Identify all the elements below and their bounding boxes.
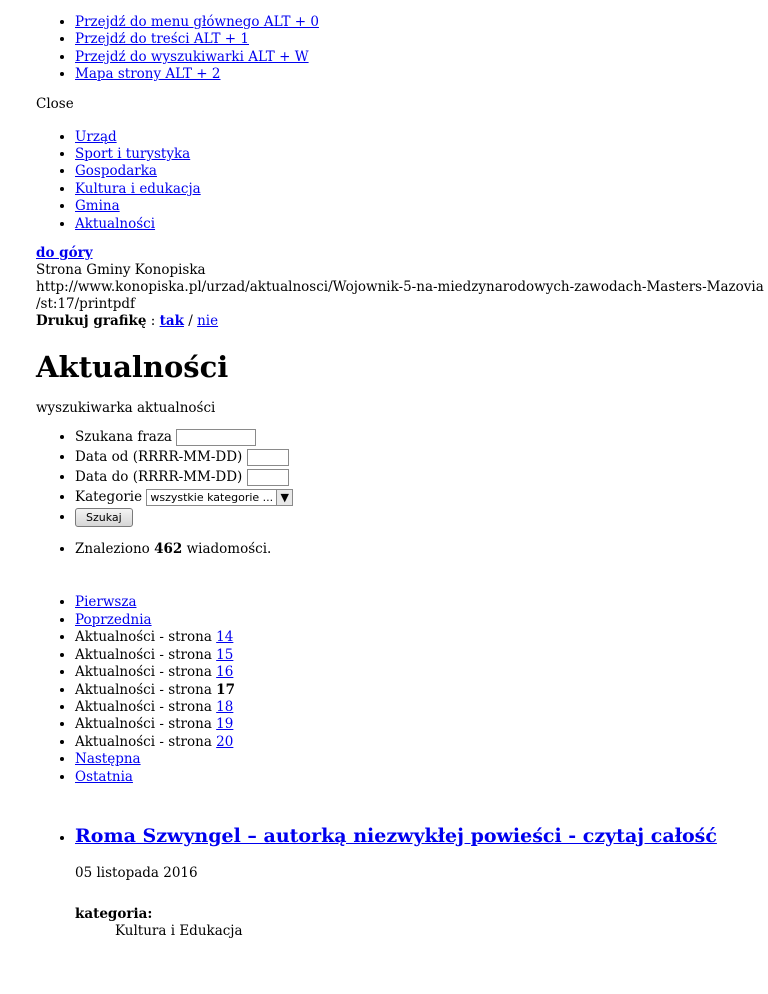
page-url-line-2: /st:17/printpdf (36, 296, 135, 313)
print-graphics-label: Drukuj grafikę (36, 313, 147, 330)
news-title-link[interactable]: Roma Szwyngel – autorką niezwykłej powieści - czytaj całość (75, 824, 717, 847)
site-name: Strona Gminy Konopiska (36, 262, 206, 279)
category-select-value: wszystkie kategorie ... (150, 491, 274, 505)
category-label: Kategorie (75, 489, 143, 506)
category-select[interactable] (146, 489, 293, 506)
skip-link-item (75, 66, 768, 83)
skip-to-main-menu-link[interactable]: Przejdź do menu głównego ALT + 0 (75, 14, 319, 30)
page-link[interactable]: 18 (216, 698, 234, 715)
news-category-value: Kultura i Edukacja (115, 922, 243, 939)
pager-item (75, 699, 768, 716)
current-page: 17 (216, 681, 235, 698)
news-category-label: kategoria: (75, 905, 153, 922)
menu-link-aktualnosci[interactable]: Aktualności (75, 215, 156, 232)
print-slash: / (183, 313, 198, 330)
menu-item (75, 216, 768, 233)
pager-page-prefix: Aktualności - strona (75, 629, 217, 646)
menu-item (75, 198, 768, 215)
results-count (36, 541, 768, 558)
print-yes-link[interactable]: tak (159, 313, 184, 330)
menu-item (75, 129, 768, 146)
menu-item (75, 146, 768, 163)
pager-page-prefix: Aktualności - strona (75, 716, 217, 733)
pager-item (75, 734, 768, 751)
pager-item (75, 594, 768, 611)
page-link[interactable]: 14 (216, 629, 234, 646)
pager-page-prefix: Aktualności - strona (75, 681, 217, 698)
menu-link-urzad[interactable]: Urząd (75, 128, 117, 145)
pager-item (75, 716, 768, 733)
pager-item (75, 629, 768, 646)
date-to-input[interactable] (247, 469, 289, 486)
page-link[interactable]: 20 (216, 733, 234, 750)
next-page-link[interactable]: Następna (75, 751, 141, 768)
pager-item (75, 769, 768, 786)
page-link[interactable]: 15 (216, 646, 234, 663)
search-form (36, 427, 768, 527)
print-no-link[interactable]: nie (197, 313, 219, 330)
results-suffix: wiadomości. (182, 541, 272, 558)
print-graphics-option (36, 313, 768, 330)
pager-item (75, 612, 768, 629)
skip-link-item (75, 49, 768, 66)
pager-page-prefix: Aktualności - strona (75, 664, 217, 681)
last-page-link[interactable]: Ostatnia (75, 768, 133, 785)
search-row-category (75, 487, 768, 507)
search-row-date-to (75, 467, 768, 487)
search-button[interactable]: Szukaj (75, 508, 133, 527)
phrase-label: Szukana fraza (75, 429, 172, 446)
menu-item (75, 181, 768, 198)
results-count-item (75, 541, 768, 558)
skip-to-search-link[interactable]: Przejdź do wyszukiwarki ALT + W (75, 48, 309, 65)
sitemap-link[interactable]: Mapa strony ALT + 2 (75, 66, 221, 83)
menu-link-gospodarka[interactable]: Gospodarka (75, 163, 157, 180)
news-date: 05 listopada 2016 (75, 864, 198, 881)
pager-page-prefix: Aktualności - strona (75, 646, 217, 663)
search-row-phrase (75, 427, 768, 447)
print-separator: : (146, 313, 160, 330)
results-number: 462 (154, 541, 183, 558)
page-url-line-1: http://www.konopiska.pl/urzad/aktualnosci/Wojownik-5-na-miedzynarodowych-zawodach-Masters-Mazovia (36, 279, 764, 296)
date-from-label: Data od (RRRR-MM-DD) (75, 449, 243, 466)
news-item (75, 825, 768, 940)
dropdown-arrow-icon: ▼ (276, 490, 292, 505)
pager-item (75, 647, 768, 664)
search-row-date-from (75, 447, 768, 467)
skip-link-item (75, 31, 768, 48)
search-row-submit (75, 507, 768, 527)
skip-link-item (75, 14, 768, 31)
main-menu (36, 129, 768, 233)
pager-page-prefix: Aktualności - strona (75, 698, 217, 715)
results-prefix: Znaleziono (75, 541, 155, 558)
first-page-link[interactable]: Pierwsza (75, 594, 137, 611)
pager-item (75, 751, 768, 768)
page-title: Aktualności (36, 350, 229, 385)
pager-page-prefix: Aktualności - strona (75, 733, 217, 750)
pager-item (75, 664, 768, 681)
pagination (36, 594, 768, 785)
menu-link-kultura[interactable]: Kultura i edukacja (75, 180, 201, 197)
menu-link-sport[interactable]: Sport i turystyka (75, 146, 191, 163)
pager-item (75, 682, 768, 699)
page-link[interactable]: 16 (216, 664, 234, 681)
back-to-top-link[interactable]: do góry (36, 245, 93, 262)
skip-links (36, 14, 768, 84)
date-to-label: Data do (RRRR-MM-DD) (75, 469, 243, 486)
phrase-input[interactable] (176, 429, 256, 446)
close-label[interactable]: Close (36, 95, 74, 112)
page-link[interactable]: 19 (216, 716, 234, 733)
date-from-input[interactable] (247, 449, 289, 466)
menu-item (75, 163, 768, 180)
menu-link-gmina[interactable]: Gmina (75, 198, 120, 215)
news-list (36, 825, 768, 940)
news-title (75, 825, 768, 847)
skip-to-content-link[interactable]: Przejdź do treści ALT + 1 (75, 31, 249, 48)
previous-page-link[interactable]: Poprzednia (75, 611, 152, 628)
search-title: wyszukiwarka aktualności (36, 400, 216, 417)
